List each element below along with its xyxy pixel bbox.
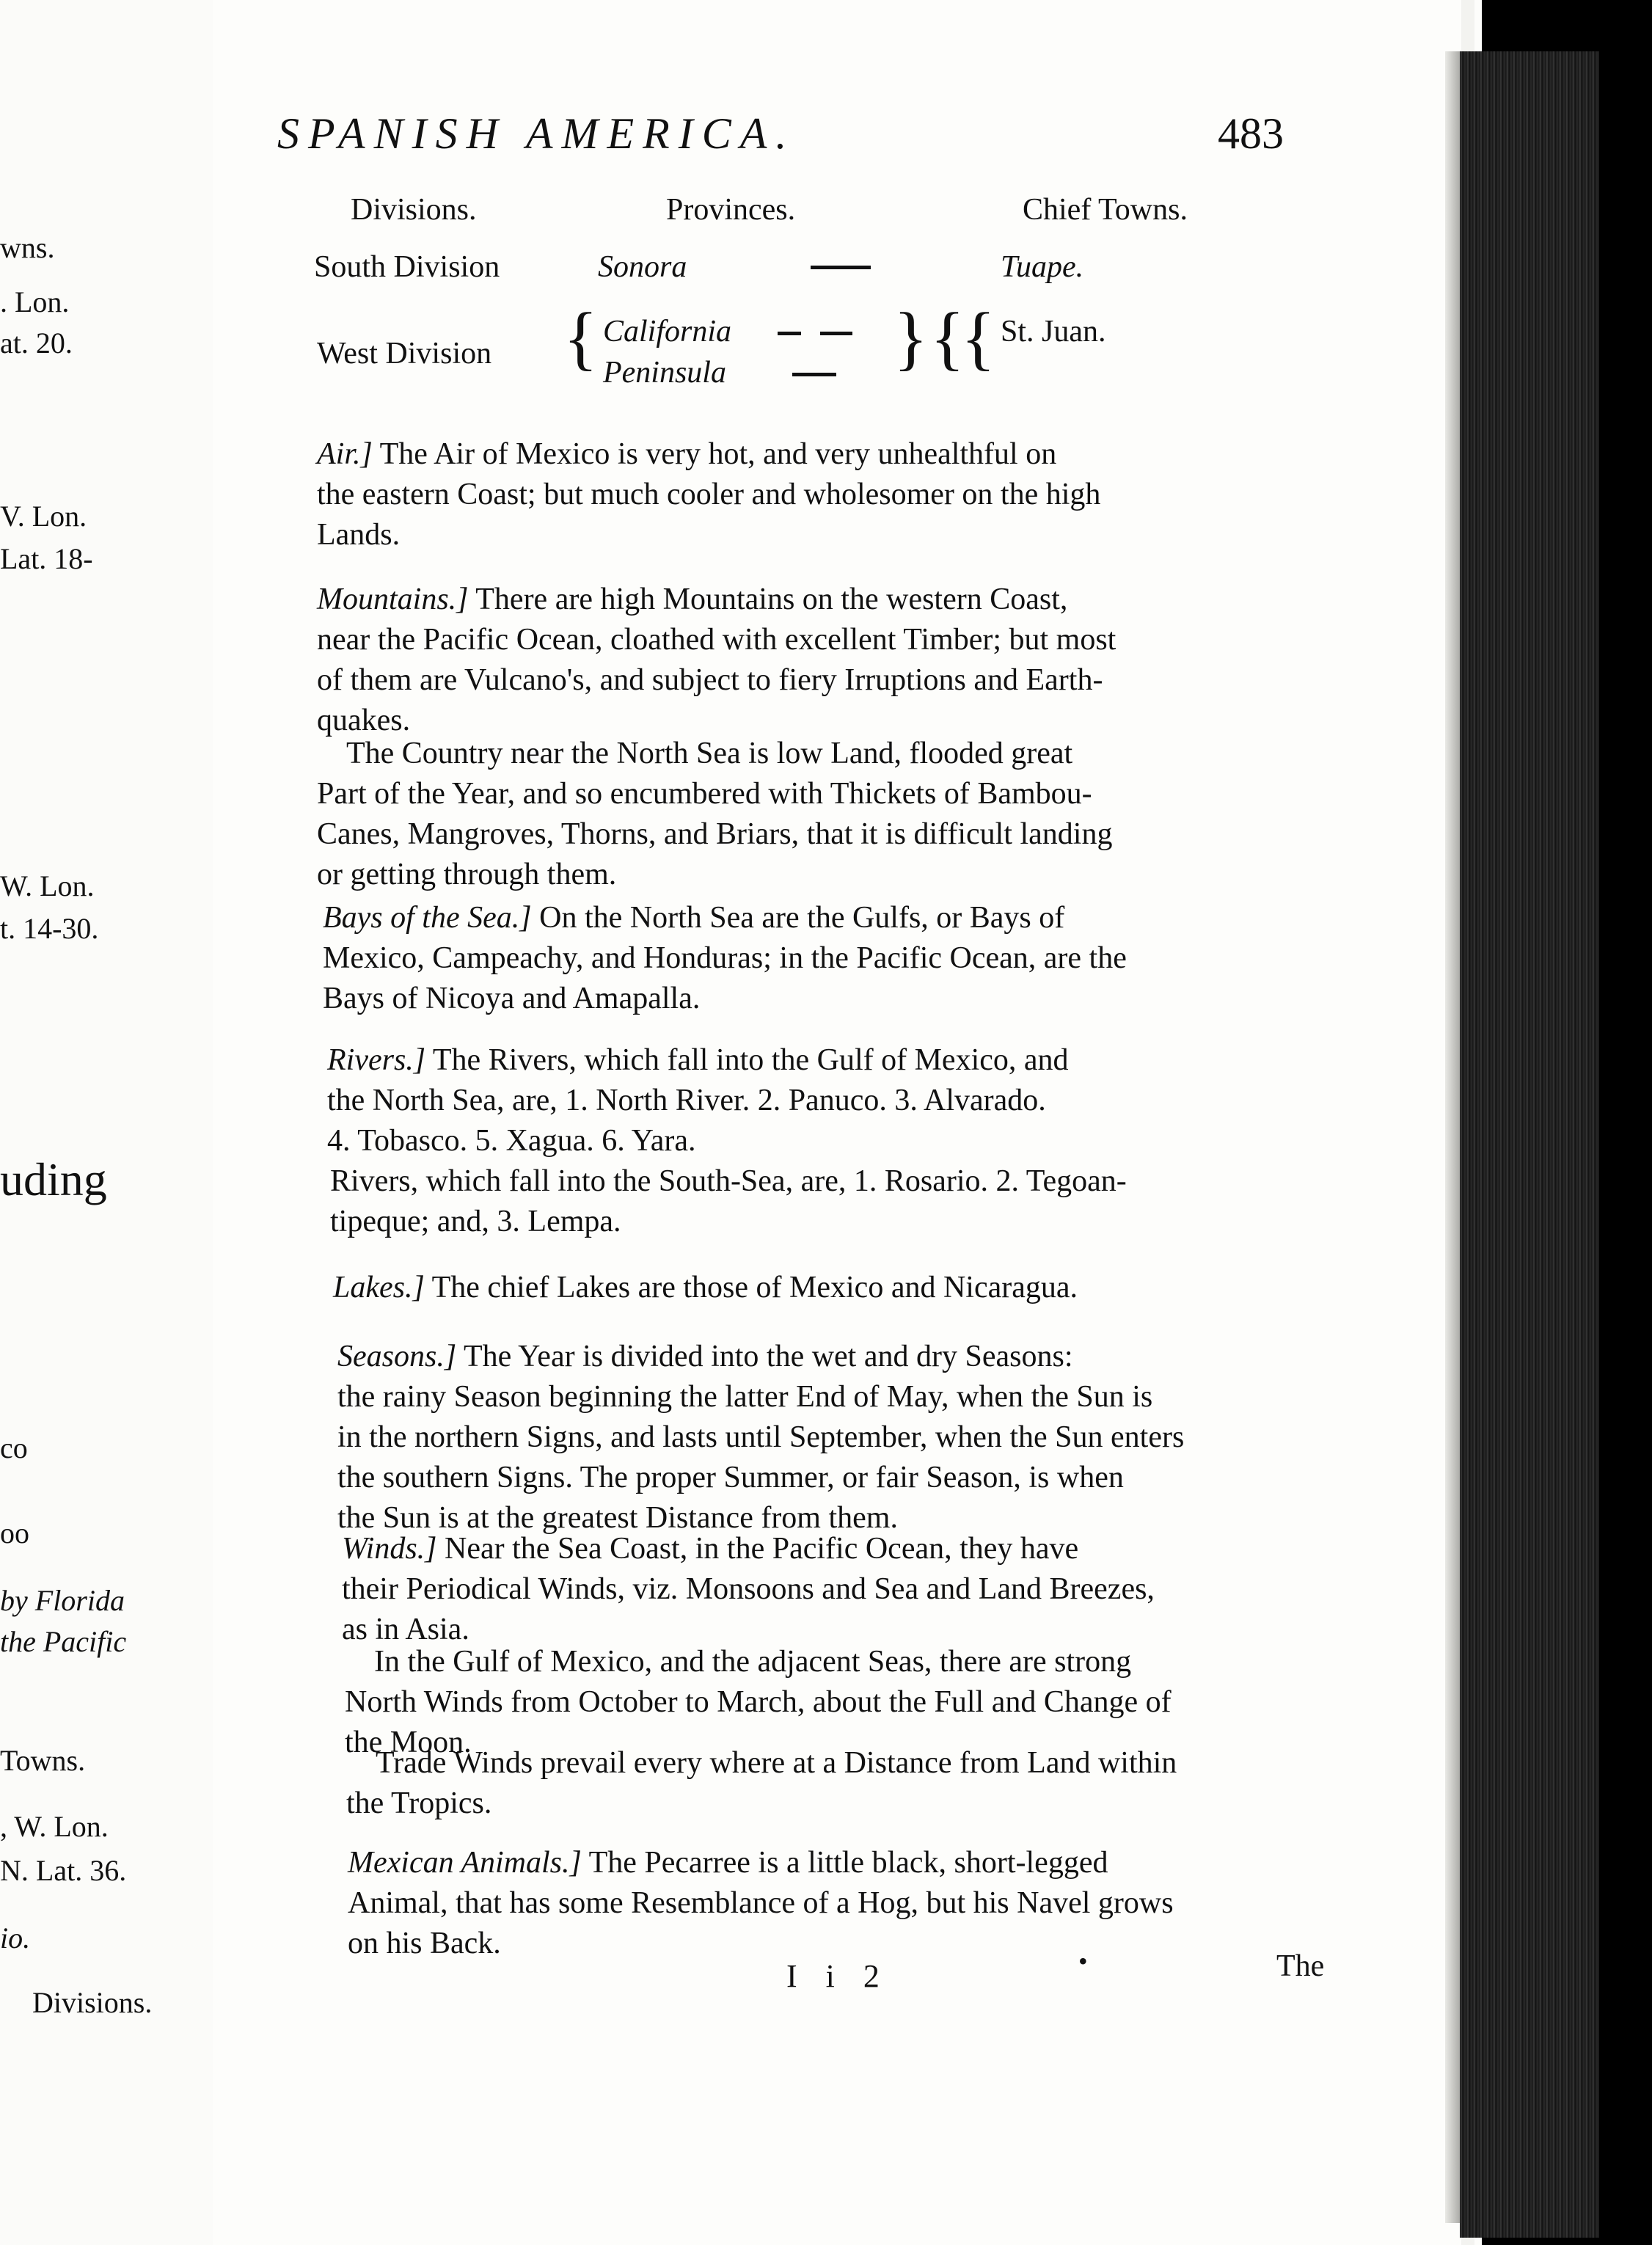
left-fragment: Towns. <box>0 1744 86 1777</box>
column-header-provinces: Provinces. <box>666 193 796 227</box>
section-heading: Rivers.] <box>327 1043 426 1077</box>
left-fragment: t. 14-30. <box>0 912 99 945</box>
catchword: The <box>1276 1949 1325 1983</box>
section-bays: Bays of the Sea.] On the North Sea are the Gulfs, or Bays of Mexico, Campeachy, and Honduras; in the Pacific Ocean, are the Bays of Nicoya and Amapalla. <box>323 901 1127 1015</box>
section-heading: Bays of the Sea.] <box>323 901 532 935</box>
left-brace: { <box>563 299 599 378</box>
left-fragment: Divisions. <box>32 1986 153 2019</box>
section-heading: Lakes.] <box>333 1271 425 1304</box>
signature-mark: I i 2 <box>786 1958 890 1994</box>
right-brace: } <box>893 299 929 378</box>
section-seasons: Seasons.] The Year is divided into the wet and dry Seasons: the rainy Season beginning the latter End of May, when the Sun is in the northern Signs, and lasts until September, when the Sun enters the southern Signs. The proper Summer, or fair Season, is when the Sun is at the greatest Distance from them. <box>337 1340 1185 1535</box>
section-heading: Air.] <box>317 437 373 471</box>
table-dash <box>778 332 801 335</box>
table-dash <box>792 373 836 376</box>
previous-page <box>0 0 233 2245</box>
column-header-chief-towns: Chief Towns. <box>1023 193 1188 227</box>
left-fragment: , W. Lon. <box>0 1810 109 1843</box>
left-fragment: . Lon. <box>0 285 70 318</box>
section-gulf-winds: In the Gulf of Mexico, and the adjacent Seas, there are strong North Winds from October to March, about the Full and Change of the Moon. <box>345 1645 1172 1759</box>
chief-town: Tuape. <box>1001 250 1084 284</box>
division-name: West Division <box>317 337 492 370</box>
section-heading: Mexican Animals.] <box>348 1846 582 1880</box>
left-fragment: V. Lon. <box>0 500 87 533</box>
left-brace: { <box>930 299 965 378</box>
table-dash <box>811 266 871 269</box>
section-heading: Winds.] <box>342 1532 437 1566</box>
division-name: South Division <box>314 250 500 284</box>
section-heading: Seasons.] <box>337 1340 457 1373</box>
section-mountains: Mountains.] There are high Mountains on the western Coast, near the Pacific Ocean, cloathed with excellent Timber; but most of them are Vulcano's, and subject to fiery Irruptions and Earth- quakes. <box>317 583 1116 737</box>
section-trade-winds: Trade Winds prevail every where at a Distance from Land within the Tropics. <box>346 1746 1177 1820</box>
table-dash <box>820 332 852 335</box>
section-heading: Mountains.] <box>317 583 469 616</box>
province-name: Sonora <box>598 250 687 284</box>
column-header-divisions: Divisions. <box>351 193 477 227</box>
section-animals: Mexican Animals.] The Pecarree is a little black, short-legged Animal, that has some Resemblance of a Hog, but his Navel grows on his Back. <box>348 1846 1174 1960</box>
left-fragment: the Pacific <box>0 1625 127 1658</box>
province-name: California <box>603 315 732 348</box>
ink-dot: • <box>1078 1946 1088 1976</box>
left-fragment: at. 20. <box>0 326 73 359</box>
section-air: Air.] The Air of Mexico is very hot, and very unhealthful on the eastern Coast; but much cooler and wholesomer on the high Lands. <box>317 437 1101 552</box>
running-title: SPANISH AMERICA. <box>277 109 796 158</box>
section-winds: Winds.] Near the Sea Coast, in the Pacific Ocean, they have their Periodical Winds, viz. Monsoons and Sea and Land Breezes, as in Asia. <box>342 1532 1155 1646</box>
left-fragment: io. <box>0 1921 31 1954</box>
book-page-edges <box>1460 51 1599 2238</box>
section-rivers-south: Rivers, which fall into the South-Sea, are, 1. Rosario. 2. Tegoan- tipeque; and, 3. Lempa. <box>330 1164 1127 1238</box>
left-fragment: N. Lat. 36. <box>0 1854 127 1887</box>
left-brace: { <box>961 299 996 378</box>
section-country: The Country near the North Sea is low Land, flooded great Part of the Year, and so encumbered with Thickets of Bambou- Canes, Mangroves, Thorns, and Briars, that it is difficult landing or getting through them. <box>317 737 1113 891</box>
left-fragment: Lat. 18- <box>0 542 93 575</box>
left-fragment: co <box>0 1431 28 1464</box>
province-name: Peninsula <box>603 356 726 390</box>
left-fragment: W. Lon. <box>0 869 95 902</box>
left-fragment: oo <box>0 1516 29 1549</box>
page-number: 483 <box>1218 109 1284 158</box>
section-lakes: Lakes.] The chief Lakes are those of Mexico and Nicaragua. <box>333 1271 1078 1304</box>
chief-town: St. Juan. <box>1001 315 1106 348</box>
section-rivers: Rivers.] The Rivers, which fall into the Gulf of Mexico, and the North Sea, are, 1. North River. 2. Panuco. 3. Alvarado. 4. Tobasco. 5. Xagua. 6. Yara. <box>327 1043 1069 1158</box>
left-fragment: wns. <box>0 231 55 264</box>
left-fragment: by Florida <box>0 1584 125 1617</box>
left-fragment: uding <box>0 1153 107 1205</box>
